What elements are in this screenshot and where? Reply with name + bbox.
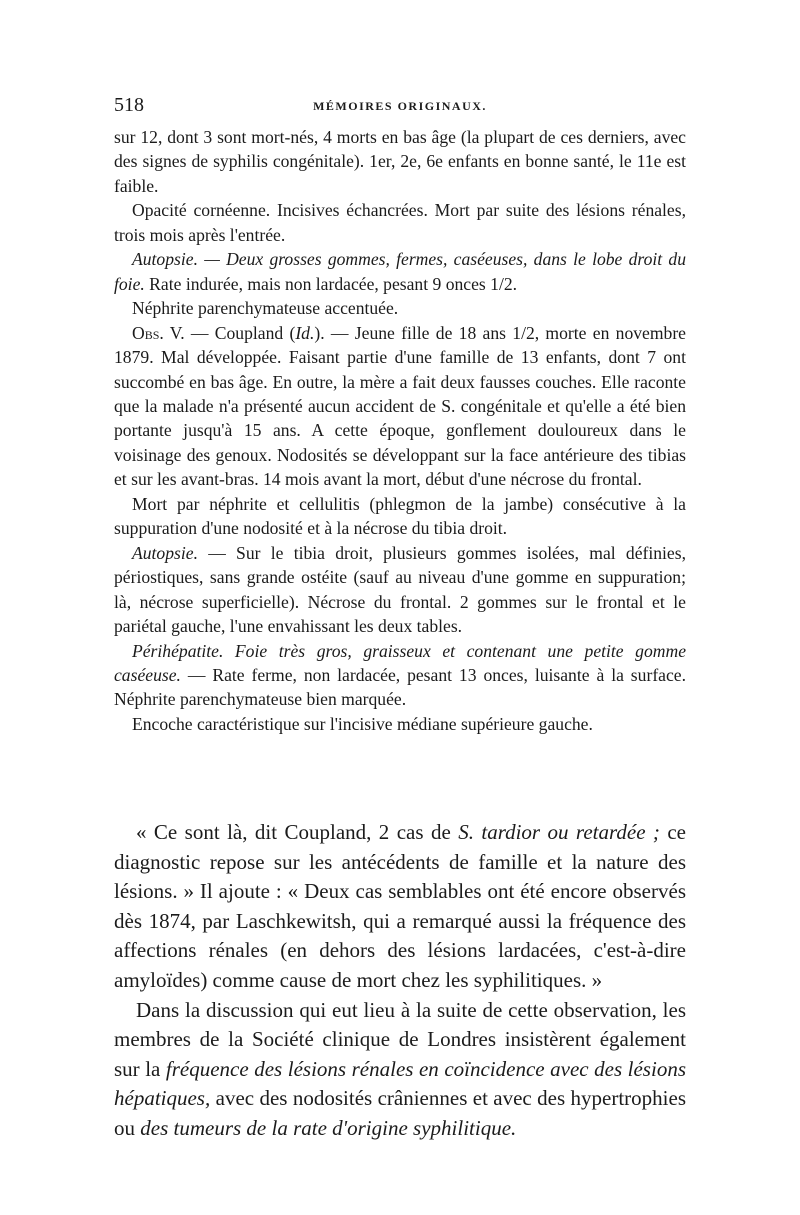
paragraph-autopsy-2 bbox=[114, 541, 686, 639]
obs-v-text: ). — Jeune fille de 18 ans 1/2, morte en novembre 1879. Mal développée. Faisant partie d'une famille de 13 enfants, dont 7 ont succombé en bas âge. En outre, la mère a fait deux fausses couches. Elle raconte que la malade n'a présenté aucun accident de S. congénitale et qu'elle a été bien portante jusqu'à 15 ans. A cette époque, gonflement douloureux dans le voisinage des genoux. Nodosités se développant sur la face antérieure des tibias et sur les avant-bras. 14 mois avant la mort, début d'une nécrose du frontal. bbox=[114, 322, 686, 490]
page-header bbox=[114, 94, 686, 122]
paragraph-nephritis: Néphrite parenchymateuse accentuée. bbox=[132, 298, 399, 319]
discussion-block bbox=[114, 818, 686, 1144]
autopsy-2-text: — Sur le tibia droit, plusieurs gommes isolées, mal définies, périostiques, sans grande ostéite (sauf au niveau d'une gomme en suppuration; là, nécrose superficielle). Nécrose du frontal. 2 gommes sur le frontal et le pariétal gauche, l'une envahissant les deux tables. bbox=[114, 542, 686, 637]
discussion-intro: Dans la discussion qui eut lieu à la suite de cette observation, les membres de la Société clinique de Londres insistèrent également sur la bbox=[114, 997, 686, 1081]
running-title: MÉMOIRES ORIGINAUX. bbox=[313, 99, 487, 113]
autopsy-1-text: Rate indurée, mais non lardacée, pesant 9 onces 1/2. bbox=[144, 273, 518, 294]
paragraph-coupland-quote bbox=[114, 818, 686, 996]
paragraph-discussion bbox=[114, 996, 686, 1144]
paragraph-symptoms: Opacité cornéenne. Incisives échancrées. Mort par suite des lésions rénales, trois mois après l'entrée. bbox=[114, 200, 686, 245]
obs-v-id: Id. bbox=[295, 322, 315, 343]
discussion-italic-2: des tumeurs de la rate d'origine syphilitique. bbox=[140, 1115, 517, 1140]
paragraph-observation-v bbox=[114, 321, 686, 492]
paragraph-perihepatitis bbox=[114, 639, 686, 712]
case-notes-block bbox=[114, 125, 686, 736]
obs-v-intro: V. — Coupland ( bbox=[163, 322, 296, 343]
perihepatitis-italic: Périhépatite. Foie très gros, graisseux et contenant une petite gomme caséeuse. bbox=[114, 640, 686, 685]
paragraph-family-history: sur 12, dont 3 sont mort-nés, 4 morts en bas âge (la plupart de ces derniers, avec des signes de syphilis congénitale). 1er, 2e, 6e enfants en bonne santé, le 11e est faible. bbox=[114, 127, 686, 196]
discussion-italic-1: fréquence des lésions rénales en coïncidence avec des lésions hépatiques, bbox=[114, 1056, 686, 1111]
autopsy-2-italic: Autopsie. bbox=[132, 542, 198, 563]
paragraph-death-cause: Mort par néphrite et cellulitis (phlegmon de la jambe) consécutive à la suppuration d'une nodosité et à la nécrose du tibia droit. bbox=[114, 493, 686, 539]
obs-label: Obs. bbox=[132, 322, 164, 343]
autopsy-1-italic: Autopsie. — Deux grosses gommes, fermes, caséeuses, dans le lobe droit du foie. bbox=[114, 249, 686, 294]
paragraph-autopsy-1 bbox=[114, 247, 686, 296]
quote-intro: « Ce sont là, dit Coupland, 2 cas de bbox=[136, 820, 459, 844]
quote-italic: S. tardior ou retardée ; bbox=[458, 820, 660, 844]
paragraph-incisor-notch: Encoche caractéristique sur l'incisive médiane supérieure gauche. bbox=[132, 713, 593, 734]
discussion-middle: avec des nodosités crâniennes et avec des hypertrophies ou bbox=[114, 1086, 686, 1140]
page-number: 518 bbox=[114, 94, 144, 116]
quote-text: ce diagnostic repose sur les antécédents de famille et la nature des lésions. » Il ajoute : « Deux cas semblables ont été encore observés dès 1874, par Laschkewitsh, qui a remarqué aussi la fréquence des affections rénales (en dehors des lésions lardacées, c'est-à-dire amyloïdes) comme cause de mort chez les syphilitiques. » bbox=[114, 820, 686, 992]
perihepatitis-text: — Rate ferme, non lardacée, pesant 13 onces, luisante à la surface. Néphrite parenchymateuse bien marquée. bbox=[114, 664, 686, 710]
